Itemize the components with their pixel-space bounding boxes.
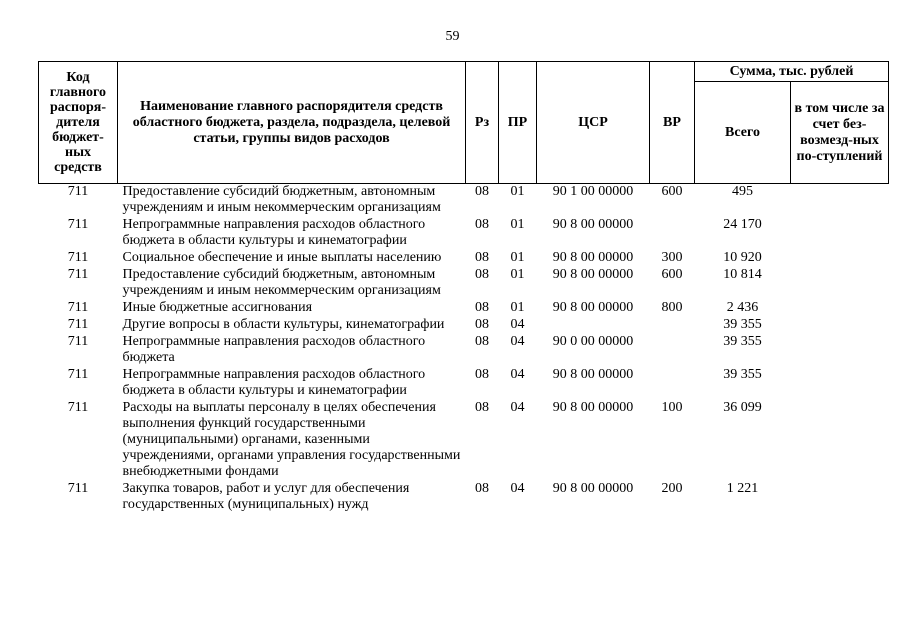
cell-code: 711 [67, 481, 89, 496]
cell-name: Непрограммные направления расходов областного бюджета в области культуры и кинематографии [122, 217, 426, 248]
cell-csr: 90 8 00 00000 [552, 481, 634, 496]
cell-total: 39 355 [723, 367, 762, 382]
table-header [39, 62, 889, 184]
cell-name: Предоставление субсидий бюджетным, автономным учреждениям и иным некоммерческим организациям [122, 184, 441, 215]
cell-free [791, 184, 889, 218]
cell-code: 711 [67, 317, 89, 332]
cell-pr: 01 [510, 267, 525, 282]
cell-vr: 100 [661, 400, 683, 415]
cell-free [791, 367, 889, 400]
cell-rz: 08 [475, 367, 489, 382]
header-sum: Сумма, тыс. рублей [695, 62, 889, 82]
header-csr: ЦСР [537, 62, 650, 184]
cell-name: Другие вопросы в области культуры, кинематографии [122, 317, 445, 332]
cell-name: Расходы на выплаты персоналу в целях обеспечения выполнения функций государственными (муниципальными) органами, казенными учреждениями, органами управления государственными внебюджетными фондами [122, 400, 461, 479]
cell-free [791, 267, 889, 300]
header-vr: ВР [650, 62, 695, 184]
cell-free [791, 300, 889, 317]
cell-code: 711 [67, 300, 89, 315]
cell-code: 711 [67, 400, 89, 415]
table-row [39, 481, 889, 514]
cell-name: Социальное обеспечение и иные выплаты населению [122, 250, 442, 265]
cell-csr: 90 1 00 00000 [552, 184, 634, 199]
table-row [39, 184, 889, 218]
cell-pr: 04 [510, 481, 525, 496]
cell-rz: 08 [475, 267, 489, 282]
cell-csr: 90 8 00 00000 [552, 400, 634, 415]
cell-free [791, 250, 889, 267]
cell-total: 2 436 [726, 300, 759, 315]
cell-free [791, 481, 889, 514]
cell-pr: 01 [510, 250, 525, 265]
cell-free [791, 400, 889, 481]
cell-vr [650, 317, 695, 334]
header-name: Наименование главного распорядителя средств областного бюджета, раздела, подраздела, целевой статьи, группы видов расходов [118, 62, 466, 184]
cell-vr: 600 [661, 267, 683, 282]
cell-code: 711 [67, 184, 89, 199]
cell-free [791, 317, 889, 334]
table-row [39, 250, 889, 267]
cell-pr: 04 [510, 317, 525, 332]
cell-total: 39 355 [723, 334, 762, 349]
cell-csr: 90 8 00 00000 [552, 217, 634, 232]
table-row [39, 300, 889, 317]
cell-vr: 600 [661, 184, 683, 199]
table-row [39, 367, 889, 400]
budget-table [38, 61, 889, 514]
cell-code: 711 [67, 367, 89, 382]
cell-vr [650, 217, 695, 250]
cell-code: 711 [67, 250, 89, 265]
cell-pr: 01 [510, 300, 525, 315]
cell-total: 36 099 [723, 400, 762, 415]
cell-free [791, 217, 889, 250]
cell-rz: 08 [475, 400, 489, 415]
cell-vr [650, 367, 695, 400]
header-free: в том числе за счет без-возмезд-ных по-ступлений [791, 82, 889, 184]
cell-rz: 08 [475, 334, 489, 349]
header-total: Всего [695, 82, 791, 184]
cell-rz: 08 [475, 184, 489, 199]
cell-csr: 90 8 00 00000 [552, 300, 634, 315]
cell-rz: 08 [475, 217, 489, 232]
cell-total: 39 355 [723, 317, 762, 332]
cell-total: 10 920 [723, 250, 762, 265]
cell-vr: 300 [661, 250, 683, 265]
header-pr: ПР [499, 62, 537, 184]
cell-rz: 08 [475, 317, 489, 332]
cell-csr: 90 0 00 00000 [552, 334, 634, 349]
cell-free [791, 334, 889, 367]
cell-pr: 04 [510, 400, 525, 415]
table-row [39, 217, 889, 250]
table-body [39, 184, 889, 515]
cell-name: Закупка товаров, работ и услуг для обеспечения государственных (муниципальных) нужд [122, 481, 410, 512]
cell-total: 10 814 [723, 267, 762, 282]
cell-code: 711 [67, 217, 89, 232]
cell-csr: 90 8 00 00000 [552, 367, 634, 382]
header-rz: Рз [466, 62, 499, 184]
cell-code: 711 [67, 334, 89, 349]
cell-name: Иные бюджетные ассигнования [122, 300, 313, 315]
cell-pr: 01 [510, 217, 525, 232]
header-code: Код главного распоря- дителя бюджет- ных средств [39, 62, 118, 184]
cell-code: 711 [67, 267, 89, 282]
cell-csr: 90 8 00 00000 [552, 250, 634, 265]
cell-csr [537, 317, 650, 334]
table-row [39, 334, 889, 367]
cell-total: 495 [732, 184, 753, 199]
table-row [39, 267, 889, 300]
cell-total: 1 221 [726, 481, 759, 496]
cell-pr: 04 [510, 334, 525, 349]
cell-name: Предоставление субсидий бюджетным, автономным учреждениям и иным некоммерческим организациям [122, 267, 441, 298]
cell-vr: 800 [661, 300, 683, 315]
cell-rz: 08 [475, 250, 489, 265]
cell-vr: 200 [661, 481, 683, 496]
cell-pr: 01 [510, 184, 525, 199]
cell-rz: 08 [475, 300, 489, 315]
cell-vr [650, 334, 695, 367]
cell-total: 24 170 [723, 217, 762, 232]
cell-csr: 90 8 00 00000 [552, 267, 634, 282]
table-row [39, 317, 889, 334]
cell-pr: 04 [510, 367, 525, 382]
cell-name: Непрограммные направления расходов областного бюджета в области культуры и кинематографии [122, 367, 426, 398]
cell-rz: 08 [475, 481, 489, 496]
cell-name: Непрограммные направления расходов областного бюджета [122, 334, 426, 365]
table-row [39, 400, 889, 481]
page-number: 59 [445, 29, 460, 44]
